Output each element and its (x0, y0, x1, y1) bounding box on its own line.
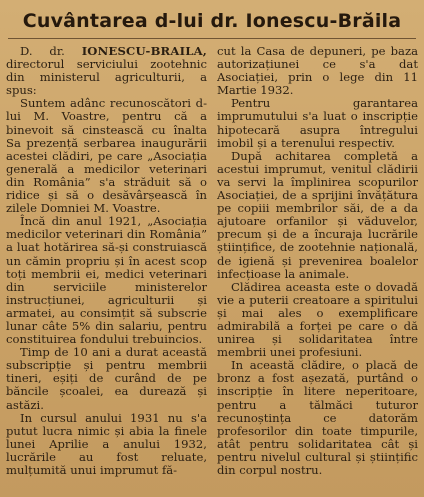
title-divider (8, 38, 416, 39)
left-column (6, 45, 207, 477)
intro-paragraph (6, 45, 207, 97)
speaker-name: IONESCU-BRAILA, (81, 45, 207, 58)
article-title: Cuvântarea d-lui dr. Ionescu-Brăila (22, 10, 402, 32)
right-paragraph-1: cut la Casa de depuneri, pe baza autorizațiunei ce s'a dat Asociației, prin o lege din 11 Martie 1932. (217, 45, 418, 98)
right-paragraph-3: După achitarea completă a acestui imprumut, venitul clădirii va servi la împlinirea scopurilor Asociației, de a sprijini învățătura pe copiii membrilor săi, de a da ajutoare orfanilor și văduvelor, precum și de a încuraja lucrările științifice, de zootehnie națională, de igienă și prevenirea boalelor infecțioase la animale. (217, 148, 418, 281)
left-paragraph-3: Timp de 10 ani a durat această subscripție și pentru membrii tineri, eșiți de curând de pe băncile școalei, ea durează și astăzi. (6, 345, 207, 412)
intro-prefix: D. dr. (20, 45, 65, 58)
article-body (6, 45, 418, 477)
right-paragraph-4: Clădirea aceasta este o dovadă vie a puterii creatoare a spiritului și mai ales o exemplificare admirabilă a forței pe care o dă unirea și solidaritatea între membrii unei profesiuni. (217, 279, 418, 360)
left-paragraph-2: Încă din anul 1921, „Asociația medicilor veterinari din România” a luat hotărirea să-și construiască un cămin propriu și în acest scop toți membrii ei, medici veterinari din serviciile ministerelor instrucțiunei, agriculturii și armatei, au consimțit să subscrie lunar câte 5% din salariu, pentru constituirea fondului trebuincios. (6, 214, 207, 347)
right-paragraph-5: In această clădire, o placă de bronz a fost așezată, purtând o inscripție în litere neperitoare, pentru a tălmăci tuturor recunoștința ce datorăm profesorilor din toate timpurile, atât pentru solidaritatea cât și pentru nivelul cultural și științific din corpul nostru. (217, 358, 418, 477)
left-paragraph-4: In cursul anului 1931 nu s'a putut lucra nimic și abia la finele lunei Aprilie a anului 1932, lucrările au fost reluate, mulțumită unui imprumut fă- (6, 410, 207, 477)
left-paragraph-1: Suntem adânc recunoscători d-lui M. Voastre, pentru că a binevoit să cinstească cu înalta Sa prezență serbarea inaugurării acestei clădiri, pe care „Asociația generală a medicilor veterinari din România” s'a străduit să o ridice și să o desăvârșească în zilele Domniei M. Voastre. (6, 96, 207, 216)
intro-rest: directorul serviciului zootehnic din ministerul agriculturii, a spus: (6, 57, 207, 98)
right-paragraph-2: Pentru garantarea imprumutului s'a luat o inscripție hipotecară asupra întregului imobil și a terenului respectiv. (217, 96, 418, 150)
right-column (217, 45, 418, 477)
